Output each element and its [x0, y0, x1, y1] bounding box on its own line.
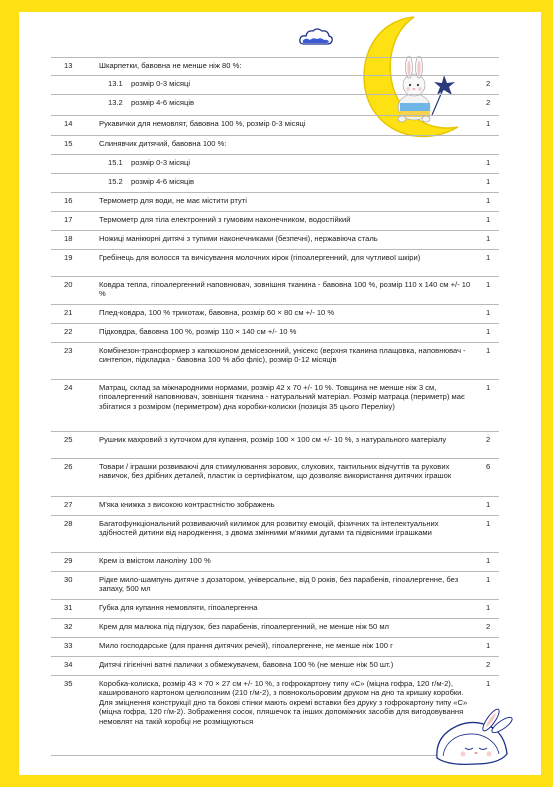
- row-text: розмір 0-3 місяці: [131, 79, 191, 88]
- row-number: 21: [64, 308, 73, 317]
- row-number: 19: [64, 253, 73, 262]
- row-quantity: 1: [486, 679, 491, 688]
- table-row: [51, 173, 499, 186]
- row-text: розмір 0-3 місяці: [131, 158, 191, 167]
- row-quantity: 1: [486, 500, 491, 509]
- row-quantity: 1: [486, 158, 491, 167]
- cloud-icon: [298, 26, 334, 48]
- row-text: Мило господарське (для прання дитячих речей), гіпоалергенне, не менше ніж 100 г: [99, 641, 393, 650]
- row-text: Плед-ковдра, 100 % трикотаж, бавовна, розмір 60 × 80 см +/- 10 %: [99, 308, 335, 317]
- row-number: 26: [64, 462, 73, 471]
- row-text: Рідке мило-шампунь дитяче з дозатором, універсальне, від 0 років, без парабенів, гіпоалергенне, без запаху, 500 мл: [99, 575, 459, 594]
- row-number: 16: [64, 196, 73, 205]
- row-number: 25: [64, 435, 73, 444]
- row-text: Гребінець для волосся та вичісування молочних кірок (гіпоалергенний, для чутливої шкіри): [99, 253, 421, 262]
- table-row: [51, 458, 499, 481]
- row-number: 23: [64, 346, 73, 355]
- row-text: розмір 4-6 місяців: [131, 98, 195, 107]
- row-text: Ножиці манікюрні дитячі з тупими наконечниками (безпечні), нержавіюча сталь: [99, 234, 378, 243]
- table-row: [51, 515, 499, 538]
- row-number: 20: [64, 280, 73, 289]
- table-row: [51, 249, 499, 262]
- row-number: 13.1: [108, 79, 123, 88]
- row-text: Товари / іграшки розвиваючі для стимулювання зорових, слухових, тактильних відчуттів та рухових навичок, без дрібних деталей, пластик із сертифікатом, що дозволяє використання дитячих іграшок: [99, 462, 452, 481]
- row-text: Крем для малюка під підгузок, без парабенів, гіпоалергенний, не менше ніж 50 мл: [99, 622, 389, 631]
- table-row: [51, 552, 499, 565]
- row-number: 34: [64, 660, 73, 669]
- table-row: [51, 637, 499, 650]
- row-quantity: 6: [486, 462, 491, 471]
- table-row: [51, 379, 499, 411]
- row-text: Термометр для води, не має містити ртуті: [99, 196, 247, 205]
- table-row: [51, 94, 499, 107]
- row-quantity: 1: [486, 383, 491, 392]
- row-text: Слинявчик дитячий, бавовна 100 %:: [99, 139, 227, 148]
- row-text: Губка для купання немовляти, гіпоалергенна: [99, 603, 258, 612]
- table-row: [51, 276, 499, 299]
- table-row: [51, 230, 499, 243]
- table-row: [51, 496, 499, 509]
- table-row: [51, 342, 499, 365]
- row-number: 28: [64, 519, 73, 528]
- row-quantity: 1: [486, 253, 491, 262]
- row-number: 27: [64, 500, 73, 509]
- table-row: [51, 211, 499, 224]
- table-row: [51, 323, 499, 336]
- row-quantity: 1: [486, 215, 491, 224]
- table-row: [51, 115, 499, 128]
- sleeping-bunny-icon: [429, 706, 519, 768]
- row-quantity: 1: [486, 196, 491, 205]
- row-text: Дитячі гігієнічні ватні палички з обмежувачем, бавовна 100 % (не менше ніж 50 шт.): [99, 660, 394, 669]
- row-number: 18: [64, 234, 73, 243]
- row-text: Матрац, склад за міжнародними нормами, розмір 42 х 70 +/- 10 %. Товщина не менше ніж 3 см, гіпоалергенний наповнювач, зовнішня тканина - натуральний матеріал. Розмір матраца (периметр) має збігатися з розміром (периметром) дна коробки-колиски (позиція 35 цього Переліку): [99, 383, 465, 411]
- row-text: розмір 4-6 місяців: [131, 177, 195, 186]
- row-quantity: 2: [486, 435, 491, 444]
- row-text: Ковдра тепла, гіпоалергенний наповнювач, зовнішня тканина - бавовна 100 %, розмір 110 х 140 см +/- 10 %: [99, 280, 471, 299]
- row-text: Коробка-колиска, розмір 43 × 70 × 27 см +/- 10 %, з гофрокартону типу «С» (міцна гофра, 120 г/м-2), кашированого картоном целюлозним (210 г/м-2), з повнокольоровим друком на дно та кришку коробки. Для зміцнення конструкції дно та бокові стінки мають окремі вставки без друку з гофрокартону типу «С» (міцна гофра, 120 г/м-2). Зображення сосок, пляшечок та інших допоміжних засобів для вигодовування немовлят на такій коробці не розміщуються: [99, 679, 468, 726]
- row-text: Шкарпетки, бавовна не менше ніж 80 %:: [99, 61, 242, 70]
- row-number: 14: [64, 119, 73, 128]
- row-quantity: 1: [486, 308, 491, 317]
- row-text: Багатофункціональний розвиваючий килимок для розвитку емоцій, фізичних та інтелектуальних здібностей дитини від народження, з двома змінними м'якими дугами та підвісними іграшками: [99, 519, 439, 538]
- row-text: Підковдра, бавовна 100 %, розмір 110 × 140 см +/- 10 %: [99, 327, 297, 336]
- row-quantity: 2: [486, 98, 491, 107]
- row-text: Крем із вмістом ланоліну 100 %: [99, 556, 211, 565]
- table-row: [51, 618, 499, 631]
- row-number: 35: [64, 679, 73, 688]
- row-text: Рукавички для немовлят, бавовна 100 %, розмір 0-3 місяці: [99, 119, 306, 128]
- row-quantity: 1: [486, 119, 491, 128]
- row-text: Комбінезон-трансформер з капюшоном демісезонний, унісекс (верхня тканина плащовка, наповнювач - синтепон, підкладка - бавовна 100 % або фліс), розмір 0-12 місяців: [99, 346, 466, 365]
- table-row: [51, 431, 499, 444]
- table-row: [51, 192, 499, 205]
- table-row: [51, 675, 499, 726]
- document-page: [19, 12, 541, 775]
- row-quantity: 1: [486, 280, 491, 289]
- row-quantity: 1: [486, 603, 491, 612]
- row-number: 32: [64, 622, 73, 631]
- table-row: [51, 599, 499, 612]
- row-number: 30: [64, 575, 73, 584]
- row-number: 33: [64, 641, 73, 650]
- row-number: 15.2: [108, 177, 123, 186]
- row-text: Термометр для тіла електронний з гумовим наконечником, водостійкий: [99, 215, 351, 224]
- table-row: [51, 75, 499, 88]
- row-number: 13: [64, 61, 73, 70]
- row-number: 31: [64, 603, 73, 612]
- row-text: Рушник махровий з куточком для купання, розмір 100 × 100 см +/- 10 %, з натурального матеріалу: [99, 435, 447, 444]
- row-number: 29: [64, 556, 73, 565]
- row-number: 15.1: [108, 158, 123, 167]
- row-quantity: 1: [486, 519, 491, 528]
- row-quantity: 1: [486, 327, 491, 336]
- table-row: [51, 571, 499, 594]
- row-quantity: 1: [486, 346, 491, 355]
- table-row: [51, 154, 499, 167]
- row-quantity: 1: [486, 641, 491, 650]
- row-quantity: 2: [486, 79, 491, 88]
- row-quantity: 2: [486, 622, 491, 631]
- row-quantity: 1: [486, 575, 491, 584]
- table-row: [51, 135, 499, 148]
- table-row: [51, 656, 499, 669]
- row-text: М'яка книжка з високою контрастністю зображень: [99, 500, 275, 509]
- row-quantity: 1: [486, 177, 491, 186]
- row-number: 13.2: [108, 98, 123, 107]
- row-number: 17: [64, 215, 73, 224]
- row-number: 22: [64, 327, 73, 336]
- row-quantity: 2: [486, 660, 491, 669]
- table-row: [51, 57, 499, 70]
- row-number: 15: [64, 139, 73, 148]
- row-number: 24: [64, 383, 73, 392]
- row-quantity: 1: [486, 234, 491, 243]
- row-quantity: 1: [486, 556, 491, 565]
- table-row: [51, 304, 499, 317]
